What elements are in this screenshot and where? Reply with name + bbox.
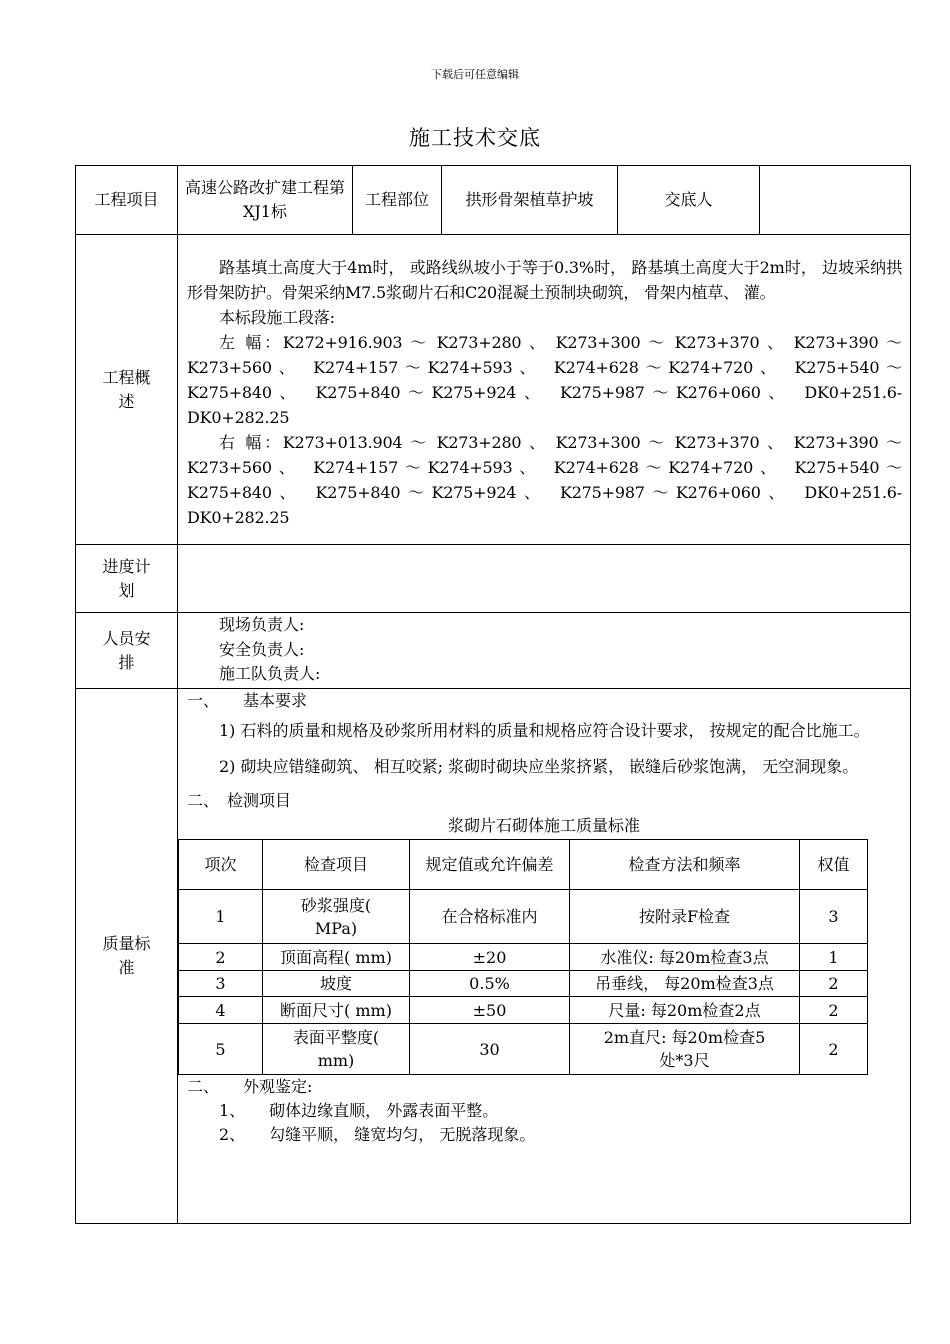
right-label: 右 幅： (219, 433, 283, 452)
left-text: K272+916.903 ～ K273+280 、 K273+300 ～ K273+370 、 K273+390 ～ K273+560、 K274+157～K274+593、 K274+628～K274+720、 K275+540～K275+840、 K275+840～K275+924、 K275+987～K276+060、 DK0+251.6-DK0+282.25 (187, 333, 902, 427)
table-cell: 在合格标准内 (410, 890, 570, 944)
basic-req-title: 一、 基本要求 (187, 691, 308, 710)
table-row (179, 1024, 868, 1075)
team-manager: 施工队负责人: (219, 664, 321, 683)
staff-content (178, 613, 911, 689)
table-cell: 吊垂线， 每20m检查3点 (570, 971, 800, 997)
requirement-2: 2) 砌块应错缝砌筑、 相互咬紧; 浆砌时砌块应坐浆挤紧， 嵌缝后砂浆饱满， 无空洞现象。 (219, 757, 859, 776)
table-cell: 按附录F检查 (570, 890, 800, 944)
discloser-value (760, 166, 911, 235)
appearance-item-1: 1、 砌体边缘直顺， 外露表面平整。 (219, 1101, 499, 1120)
table-cell: 3 (179, 971, 263, 997)
schedule-label: 进度计划 (76, 545, 178, 613)
left-label: 左 幅： (219, 333, 283, 352)
table-cell: 2 (800, 971, 868, 997)
appearance-section (178, 1075, 910, 1147)
appearance-item-2: 2、 勾缝平顺， 缝宽均匀， 无脱落现象。 (219, 1125, 536, 1144)
header-cell: 检查项目 (263, 840, 410, 890)
quality-label: 质量标准 (76, 689, 178, 1224)
safety-manager: 安全负责人: (219, 639, 305, 659)
overview-content (178, 235, 911, 545)
table-cell: 砂浆强度( MPa) (263, 890, 410, 944)
header-cell: 规定值或允许偏差 (410, 840, 570, 890)
table-cell: 2 (800, 997, 868, 1024)
table-cell: 2m直尺: 每20m检查5处*3尺 (570, 1024, 800, 1075)
inspection-title: 二、 检测项目 (187, 791, 292, 810)
right-sections (187, 430, 902, 530)
requirement-1: 1) 石料的质量和规格及砂浆所用材料的质量和规格应符合设计要求， 按规定的配合比施工。 (219, 721, 870, 740)
quality-standard-table (178, 839, 868, 1075)
header-cell: 检查方法和频率 (570, 840, 800, 890)
disclosure-table (75, 165, 911, 1224)
table-header-row (179, 840, 868, 890)
table-row (179, 944, 868, 971)
table-cell: 2 (179, 944, 263, 971)
table-cell: 5 (179, 1024, 263, 1075)
overview-label: 工程概述 (76, 235, 178, 545)
table-row (179, 890, 868, 944)
table-cell: 1 (800, 944, 868, 971)
overview-para: 路基填土高度大于4m时， 或路线纵坡小于等于0.3%时， 路基填土高度大于2m时， 边坡采纳拱形骨架防护。骨架采纳M7.5浆砌片石和C20混凝土预制块砌筑， 骨架内植草、 灌。 (187, 258, 902, 302)
table-cell: 尺量: 每20m检查2点 (570, 997, 800, 1024)
label-part: 工程部位 (353, 166, 442, 235)
right-text: K273+013.904 ～ K273+280 、 K273+300 ～ K273+370 、 K273+390 ～ K273+560、 K274+157～K274+593、 K274+628～K274+720、 K275+540～K275+840、 K275+840～K275+924、 K275+987～K276+060、 DK0+251.6-DK0+282.25 (187, 433, 902, 527)
table-caption: 浆砌片石砌体施工质量标准 (447, 816, 640, 835)
part-value: 拱形骨架植草护坡 (442, 166, 618, 235)
site-manager: 现场负责人: (219, 615, 305, 634)
appearance-title: 二、 外观鉴定: (187, 1077, 313, 1096)
table-cell: 4 (179, 997, 263, 1024)
header-note: 下载后可任意编辑 (431, 68, 519, 81)
project-value: 高速公路改扩建工程第XJ1标 (178, 166, 353, 235)
table-cell: 断面尺寸( mm) (263, 997, 410, 1024)
schedule-value (178, 545, 911, 613)
table-cell: 坡度 (263, 971, 410, 997)
table-cell: 0.5% (410, 971, 570, 997)
table-row (179, 997, 868, 1024)
header-cell: 权值 (800, 840, 868, 890)
quality-content (178, 689, 911, 1224)
table-cell: 水准仪: 每20m检查3点 (570, 944, 800, 971)
header-cell: 项次 (179, 840, 263, 890)
staff-label: 人员安排 (76, 613, 178, 689)
left-sections (187, 330, 902, 430)
table-cell: 表面平整度( mm) (263, 1024, 410, 1075)
table-cell: 2 (800, 1024, 868, 1075)
table-row (179, 971, 868, 997)
table-cell: 30 (410, 1024, 570, 1075)
table-cell: 1 (179, 890, 263, 944)
table-cell: ±20 (410, 944, 570, 971)
label-project: 工程项目 (76, 166, 178, 235)
table-cell: ±50 (410, 997, 570, 1024)
table-cell: 3 (800, 890, 868, 944)
label-discloser: 交底人 (618, 166, 760, 235)
table-cell: 顶面高程( mm) (263, 944, 410, 971)
page-title: 施工技术交底 (409, 126, 541, 150)
sections-title: 本标段施工段落: (219, 308, 335, 327)
